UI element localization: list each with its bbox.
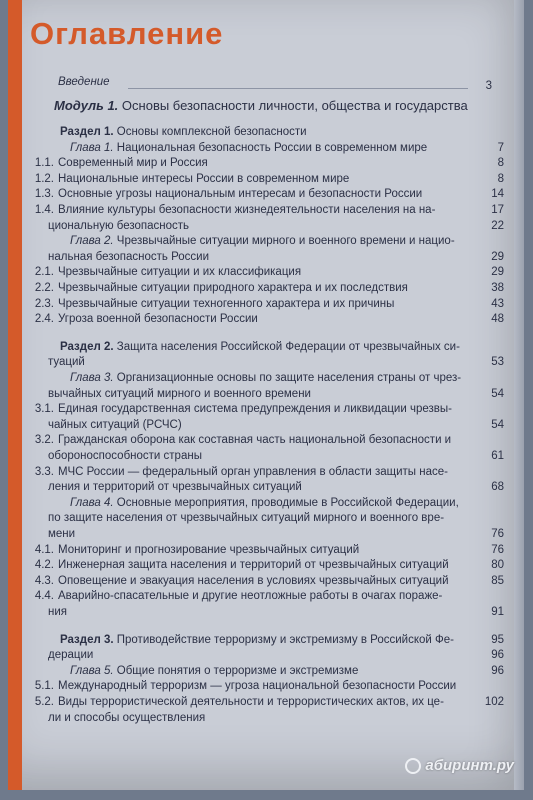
- toc-text: Инженерная защита населения и территорий от чрезвычайных ситуаций: [58, 559, 449, 572]
- toc-line: [32, 266, 301, 278]
- toc-text: Национальные интересы России в современном мире: [58, 172, 350, 185]
- toc-line: [32, 188, 422, 200]
- toc-number: 1.3.: [34, 188, 54, 201]
- module-label: Основы безопасности личности, общества и государства: [121, 98, 468, 113]
- toc-text: дерации: [48, 649, 94, 662]
- toc-text: Международный терроризм — угроза национальной безопасности России: [58, 680, 457, 693]
- toc-page-number: 96: [491, 664, 504, 677]
- toc-line: [48, 528, 75, 540]
- toc-page-number: 7: [497, 141, 504, 154]
- toc-line: [48, 512, 444, 524]
- toc-page-number: 91: [491, 606, 504, 618]
- toc-number: 2.4.: [34, 313, 54, 326]
- toc-line: [32, 590, 442, 602]
- toc-page-number: 76: [491, 543, 504, 556]
- toc-text: ли и способы осуществления: [48, 711, 206, 724]
- toc-text: Глава 4. Основные мероприятия, проводимые в Российской Федерации,: [70, 496, 459, 509]
- toc-page-number: 96: [491, 649, 504, 662]
- dot-leader: [128, 88, 468, 89]
- toc-number: 3.1.: [34, 403, 54, 416]
- toc-text: Мониторинг и прогнозирование чрезвычайных ситуаций: [58, 543, 360, 556]
- toc-line: [60, 126, 307, 138]
- toc-text: вычайных ситуаций мирного и военного времени: [48, 387, 311, 400]
- toc-text: Раздел 3. Противодействие терроризму и экстремизму в Российской Фе-: [60, 633, 454, 646]
- toc-page-number: 61: [491, 450, 504, 462]
- toc-line: [60, 634, 454, 646]
- watermark-text: абиринт.ру: [425, 756, 514, 774]
- toc-text: Влияние культуры безопасности жизнедеятельности населения на на-: [58, 204, 436, 216]
- toc-text: чайных ситуаций (РСЧС): [48, 418, 182, 431]
- toc-number: 3.2.: [34, 434, 54, 447]
- toc-page-number: 22: [491, 219, 504, 232]
- toc-number: 1.4.: [34, 204, 54, 216]
- toc-text: Оповещение и эвакуация населения в условиях чрезвычайных ситуаций: [58, 574, 449, 587]
- toc-number: 5.2.: [34, 696, 54, 708]
- watermark-logo-icon: [405, 758, 421, 774]
- toc-line: [48, 481, 302, 493]
- toc-page-number: 17: [491, 204, 504, 216]
- toc-number: 4.1.: [34, 543, 54, 556]
- toc-line: [32, 544, 359, 556]
- toc-line: [60, 341, 460, 353]
- toc-text: Основные угрозы национальным интересам и безопасности России: [58, 188, 423, 201]
- module-heading: [54, 98, 468, 113]
- toc-text: Чрезвычайные ситуации природного характера и их последствия: [58, 282, 408, 294]
- toc-line: [48, 450, 202, 462]
- toc-line: [32, 466, 448, 478]
- toc-page-number: 54: [491, 387, 504, 400]
- toc-page-number: 80: [491, 559, 504, 572]
- toc-text: Глава 3. Организационные основы по защите населения страны от чрез-: [70, 372, 462, 384]
- toc-text: Глава 1. Национальная безопасность России в современном мире: [70, 141, 428, 154]
- toc-page-number: 48: [491, 313, 504, 326]
- toc-line: [48, 649, 93, 661]
- toc-page-number: 43: [491, 297, 504, 310]
- intro-label: Введение: [58, 76, 110, 88]
- toc-text: Раздел 1. Основы комплексной безопасности: [60, 126, 307, 138]
- toc-number: 5.1.: [34, 680, 54, 693]
- page-title: Оглавление: [30, 16, 224, 51]
- toc-page-number: 85: [491, 574, 504, 587]
- toc-number: 1.1.: [34, 157, 54, 170]
- toc-line: [70, 665, 358, 677]
- toc-page-number: 54: [491, 418, 504, 431]
- toc-text: Аварийно-спасательные и другие неотложные работы в очагах пораже-: [58, 590, 443, 603]
- toc-page-number: 8: [497, 157, 504, 170]
- toc-text: Современный мир и Россия: [58, 157, 208, 170]
- toc-text: обороноспособности страны: [48, 450, 202, 462]
- toc-page-number: 29: [491, 250, 504, 263]
- toc-line: [70, 372, 461, 384]
- book-page: [8, 0, 524, 790]
- toc-line: [32, 575, 449, 587]
- toc-line: [48, 712, 205, 724]
- toc-page-number: 102: [484, 696, 504, 708]
- toc-page-number: 68: [491, 481, 504, 494]
- toc-page-number: 95: [491, 633, 504, 646]
- toc-line: [32, 403, 452, 415]
- toc-line: [32, 680, 456, 692]
- toc-number: 4.3.: [34, 574, 54, 587]
- toc-text: ления и территорий от чрезвычайных ситуаций: [48, 481, 302, 494]
- watermark: [405, 757, 514, 774]
- toc-line: [48, 388, 311, 400]
- toc-number: 1.2.: [34, 172, 54, 185]
- toc-line: [32, 313, 258, 325]
- toc-text: Глава 2. Чрезвычайные ситуации мирного и военного времени и нацио-: [70, 235, 455, 248]
- toc-line: [48, 419, 182, 431]
- toc-page-number: 14: [491, 188, 504, 201]
- toc-page-number: 76: [491, 528, 504, 540]
- toc-text: Глава 5. Общие понятия о терроризме и экстремизме: [70, 664, 359, 677]
- toc-line: [32, 559, 449, 571]
- toc-number: 4.4.: [34, 590, 54, 603]
- toc-line: [48, 251, 209, 263]
- toc-text: Угроза военной безопасности России: [58, 313, 258, 326]
- toc-line: [32, 157, 208, 169]
- toc-number: 4.2.: [34, 559, 54, 572]
- toc-number: 3.3.: [34, 465, 54, 478]
- toc-page-number: 38: [491, 282, 504, 294]
- toc-page-number: 8: [497, 172, 504, 185]
- toc-line: [70, 497, 459, 509]
- toc-text: Чрезвычайные ситуации техногенного характера и их причины: [58, 297, 395, 310]
- toc-text: нальная безопасность России: [48, 250, 209, 263]
- toc-page-number: 29: [491, 266, 504, 279]
- toc-text: Раздел 2. Защита населения Российской Федерации от чрезвычайных си-: [60, 340, 460, 353]
- toc-text: МЧС России — федеральный орган управления в области защиты насе-: [58, 465, 448, 478]
- toc-text: мени: [48, 528, 76, 540]
- toc-number: 2.1.: [34, 266, 54, 279]
- toc-line: [70, 235, 455, 247]
- toc-text: туаций: [48, 356, 85, 369]
- toc-line: [48, 220, 189, 232]
- toc-text: Чрезвычайные ситуации и их классификация: [58, 266, 302, 279]
- toc-line: [70, 142, 427, 154]
- toc-line: [32, 204, 435, 216]
- toc-line: [32, 173, 349, 185]
- toc-line: [32, 434, 451, 446]
- toc-line: [48, 606, 67, 618]
- toc-line: [32, 282, 408, 294]
- toc-number: 2.3.: [34, 297, 54, 310]
- toc-text: по защите населения от чрезвычайных ситуаций мирного и военного вре-: [48, 512, 445, 525]
- toc-text: Виды террористической деятельности и террористических актов, их це-: [58, 696, 444, 708]
- toc-line: [32, 696, 444, 708]
- page-edge: [514, 0, 524, 790]
- toc-text: ния: [48, 606, 68, 618]
- toc-line: [32, 298, 394, 310]
- toc-text: Гражданская оборона как составная часть национальной безопасности и: [58, 434, 452, 447]
- toc-text: циональную безопасность: [48, 219, 190, 232]
- toc-number: 2.2.: [34, 282, 54, 294]
- accent-bar: [8, 0, 22, 790]
- intro-page: 3: [485, 80, 492, 92]
- toc-line: [48, 356, 85, 368]
- toc-text: Единая государственная система предупреждения и ликвидации чрезвы-: [58, 403, 452, 416]
- module-prefix: Модуль 1.: [54, 98, 119, 113]
- toc-page-number: 53: [491, 356, 504, 369]
